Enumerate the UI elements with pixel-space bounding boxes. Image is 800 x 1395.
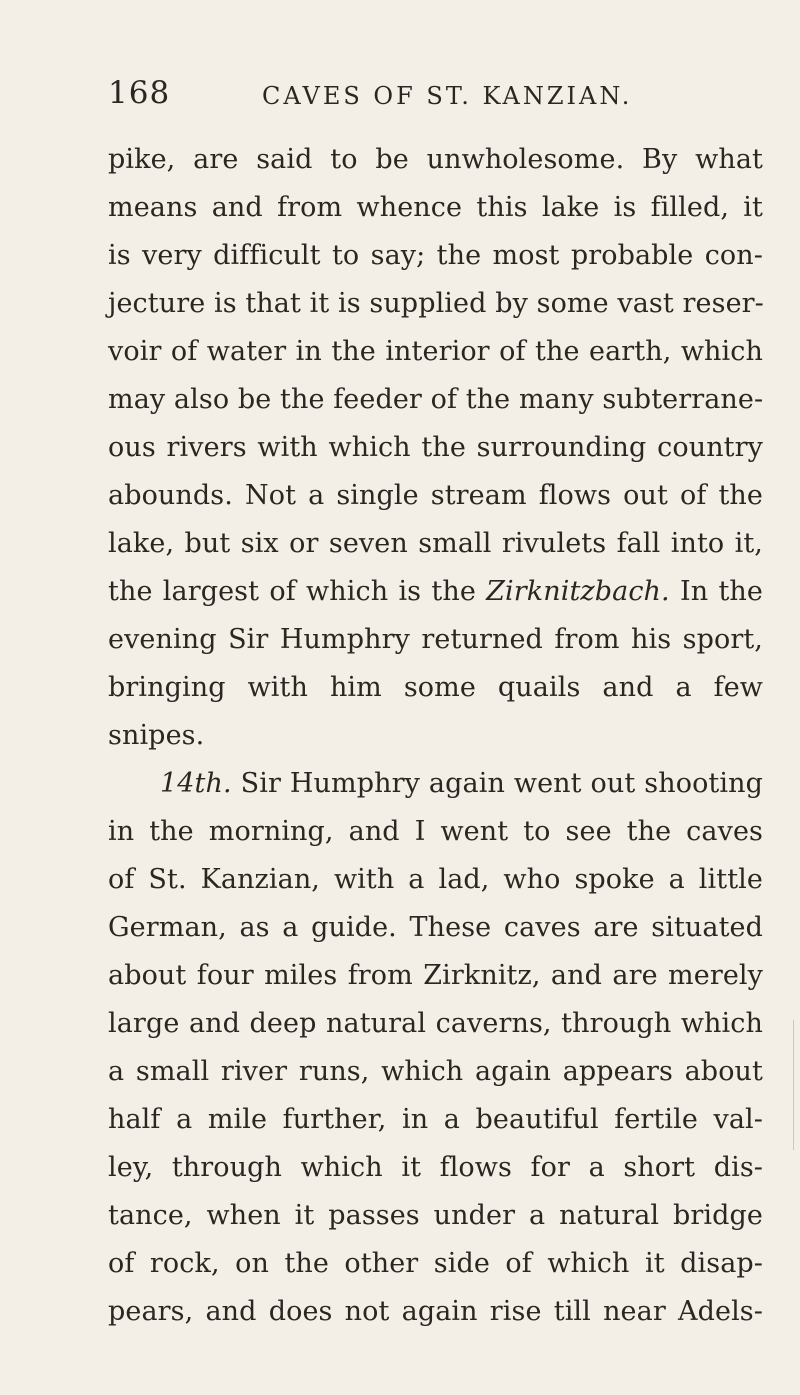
text-line: jecture is that it is supplied by some vast reser- [108,288,764,319]
text-line: abounds. Not a single stream flows out of the [108,480,763,511]
text-line: large and deep natural caverns, through which [108,1008,763,1039]
text-line: means and from whence this lake is filled, it [108,192,763,223]
text-line: pike, are said to be unwholesome. By what [108,144,763,175]
text-line: snipes. [108,720,205,751]
text-line: German, as a guide. These caves are situated [108,912,763,943]
body-text [108,136,763,1336]
text-run: the largest of which is the [108,576,487,607]
text-line: pears, and does not again rise till near Adels- [108,1296,763,1327]
text-line: half a mile further, in a beautiful fertile val- [108,1104,763,1135]
text-line: ley, through which it flows for a short dis- [108,1152,763,1183]
text-line: lake, but six or seven small rivulets fall into it, [108,528,763,559]
text-line: tance, when it passes under a natural bridge [108,1200,763,1231]
text-line: evening Sir Humphry returned from his sport, [108,624,763,655]
text-line: in the morning, and I went to see the caves [108,816,763,847]
italic-date: 14th. [160,768,232,799]
page-header [108,75,738,118]
text-line: of St. Kanzian, with a lad, who spoke a little [108,864,763,895]
text-line: about four miles from Zirknitz, and are merely [108,960,763,991]
running-head: CAVES OF ST. KANZIAN. [262,82,633,110]
text-line: ous rivers with which the surrounding country [108,432,763,463]
text-line: bringing with him some quails and a few [108,672,763,703]
text-run: In the [669,576,764,607]
text-line [108,568,763,616]
text-line: of rock, on the other side of which it disap- [108,1248,763,1279]
text-line: may also be the feeder of the many subterrane- [108,384,764,415]
text-line: voir of water in the interior of the earth, which [108,336,763,367]
page-number: 168 [108,75,171,111]
text-line [108,760,763,808]
text-run: Sir Humphry again went out shooting [231,768,763,799]
text-line: is very difficult to say; the most probable con- [108,240,763,271]
italic-place-name: Zirknitzbach. [486,576,670,607]
text-line: a small river runs, which again appears about [108,1056,763,1087]
